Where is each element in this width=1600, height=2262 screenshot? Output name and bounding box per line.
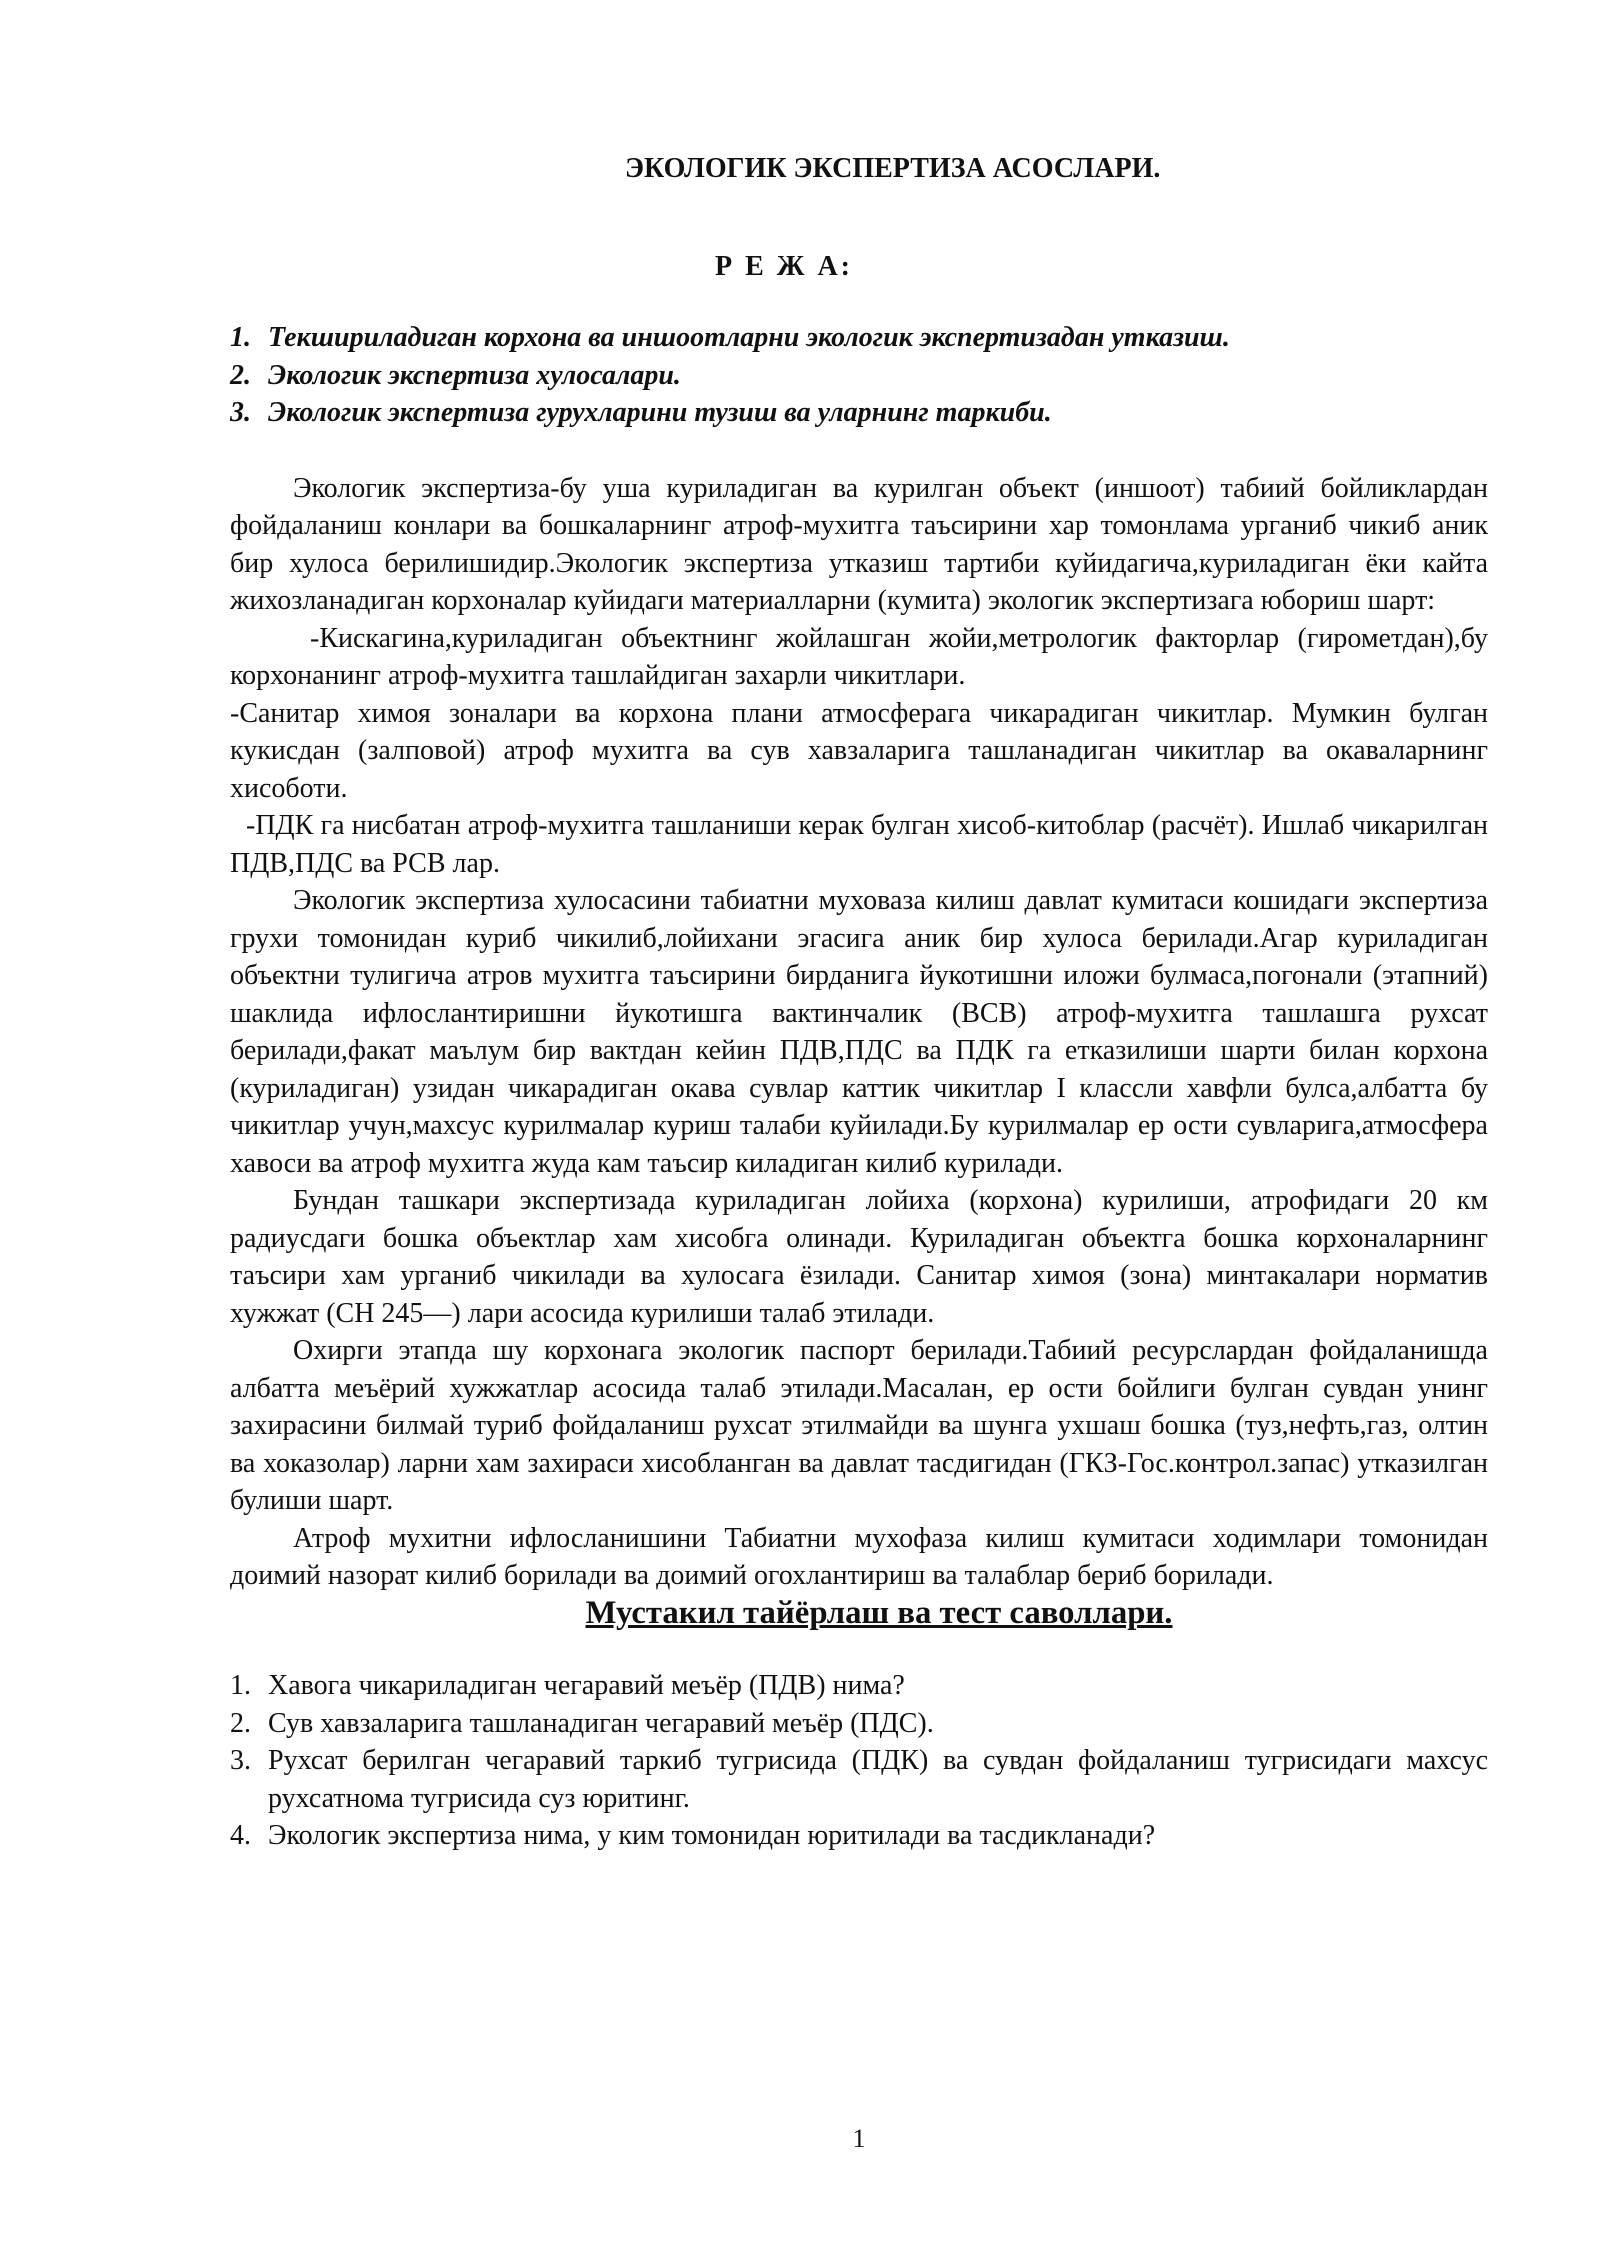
questions-heading: Мустакил тайёрлаш ва тест саволлари. [585,1594,1173,1631]
question-text: Хавога чикариладиган чегаравий меъёр (ПДВ) нима? [268,1670,905,1701]
question-number: 2. [230,1707,251,1739]
page-number: 1 [852,2124,866,2153]
paragraph: -ПДК га нисбатан атроф-мухитга ташланиши керак булган хисоб-китоблар (расчёт). Ишлаб чикарилган ПДВ,ПДС ва РСВ лар. [230,810,1488,879]
paragraph: Экологик экспертиза-бу уша куриладиган ва курилган объект (иншоот) табиий бойликлардан фойдаланиш конлари ва бошкаларнинг атроф-мухитга таъсирини хар томонлама урганиб чикиб аник бир хулоса берилишидир.Экологик экспертиза утказиш тартиби куйидагича,куриладиган ёки кайта жихозланадиган корхоналар куйидаги материалларни (кумита) экологик экспертизага юбориш шарт: [230,472,1488,616]
plan-item-text: Экологик экспертиза гурухларини тузиш ва уларнинг таркиби. [268,397,1052,428]
plan-item-text: Экологик экспертиза хулосалари. [268,359,681,391]
questions-list [230,1667,1488,1855]
plan-item-number: 1. [230,322,251,353]
question-text: Экологик экспертиза нима, у ким томонидан юритилади ва тасдикланади? [268,1820,1156,1851]
page-content [230,150,1488,1855]
plan-item-number: 2. [230,359,251,391]
plan-list [230,319,1488,432]
question-item [230,1817,1488,1855]
paragraph: -Кискагина,куриладиган объектнинг жойлашган жойи,метрологик факторлар (гирометдан),бу корхонанинг атроф-мухитга ташлайдиган захарли чикитлари. [230,622,1488,691]
plan-item-text: Текшириладиган корхона ва иншоотларни экологик экспертизадан утказиш. [268,322,1230,353]
question-item [230,1667,1488,1705]
paragraph: -Санитар химоя зоналари ва корхона плани атмосферага чикарадиган чикитлар. Мумкин булган кукисдан (залповой) атроф мухитга ва сув хавзаларига ташланадиган чикитлар ва окаваларнинг хисоботи. [230,697,1488,804]
plan-item-number: 3. [230,397,251,428]
paragraph: Атроф мухитни ифлосланишини Табиатни мухофаза килиш кумитаси ходимлари томонидан доимий назорат килиб борилади ва доимий огохлантириш ва талаблар бериб борилади. [230,1522,1488,1591]
question-item [230,1705,1488,1743]
question-item [230,1742,1488,1817]
plan-heading: Р Е Ж А: [715,250,854,282]
question-number: 1. [230,1670,251,1701]
paragraph: Бундан ташкари экспертизада куриладиган лойиха (корхона) курилиши, атрофидаги 20 км радиусдаги бошка объектлар хам хисобга олинади. Куриладиган объектга бошка корхоналарнинг таъсири хам урганиб чикилади ва хулосага ёзилади. Санитар химоя (зона) минтакалари норматив хужжат (СН 245—) лари асосида курилиши талаб этилади. [230,1185,1488,1329]
question-text: Сув хавзаларига ташланадиган чегаравий меъёр (ПДС). [268,1707,934,1739]
question-number: 4. [230,1820,251,1851]
paragraph: Экологик экспертиза хулосасини табиатни муховаза килиш давлат кумитаси кошидаги экспертиза грухи томонидан куриб чикилиб,лойихани эгасига аник бир хулоса берилади.Агар куриладиган объектни тулигича атров мухитга таъсирини бирданига йукотишни иложи булмаса,погонали (этапний) шаклида ифлослантиришни йукотишга вактинчалик (ВСВ) атроф-мухитга ташлашга рухсат берилади,факат маълум бир вактдан кейин ПДВ,ПДС ва ПДК га етказилиши шарти билан корхона (куриладиган) узидан чикарадиган окава сувлар каттик чикитлар I классли хавфли булса,албатта бу чикитлар учун,махсус курилмалар куриш талаби куйилади.Бу курилмалар ер ости сувларига,атмосфера хавоси ва атроф мухитга жуда кам таъсир киладиган килиб курилади. [230,885,1488,1179]
document-title: ЭКОЛОГИК ЭКСПЕРТИЗА АСОСЛАРИ. [625,153,1161,184]
plan-item [230,319,1488,357]
plan-item [230,357,1488,395]
question-number: 3. [230,1745,251,1776]
body-text [230,470,1488,1595]
plan-item [230,394,1488,432]
paragraph: Охирги этапда шу корхонага экологик паспорт берилади.Табиий ресурслардан фойдаланишда албатта меъёрий хужжатлар асосида талаб этилади.Масалан, ер ости бойлиги булган сувдан унинг захирасини билмай туриб фойдаланиш рухсат этилмайди ва шунга ухшаш бошка (туз,нефть,газ, олтин ва хоказолар) ларни хам захираси хисобланган ва давлат тасдигидан (ГКЗ-Гос.контрол.запас) утказилган булиши шарт. [230,1335,1488,1516]
question-text: Рухсат берилган чегаравий таркиб тугрисида (ПДК) ва сувдан фойдаланиш тугрисидаги махсус рухсатнома тугрисида суз юритинг. [268,1745,1488,1814]
